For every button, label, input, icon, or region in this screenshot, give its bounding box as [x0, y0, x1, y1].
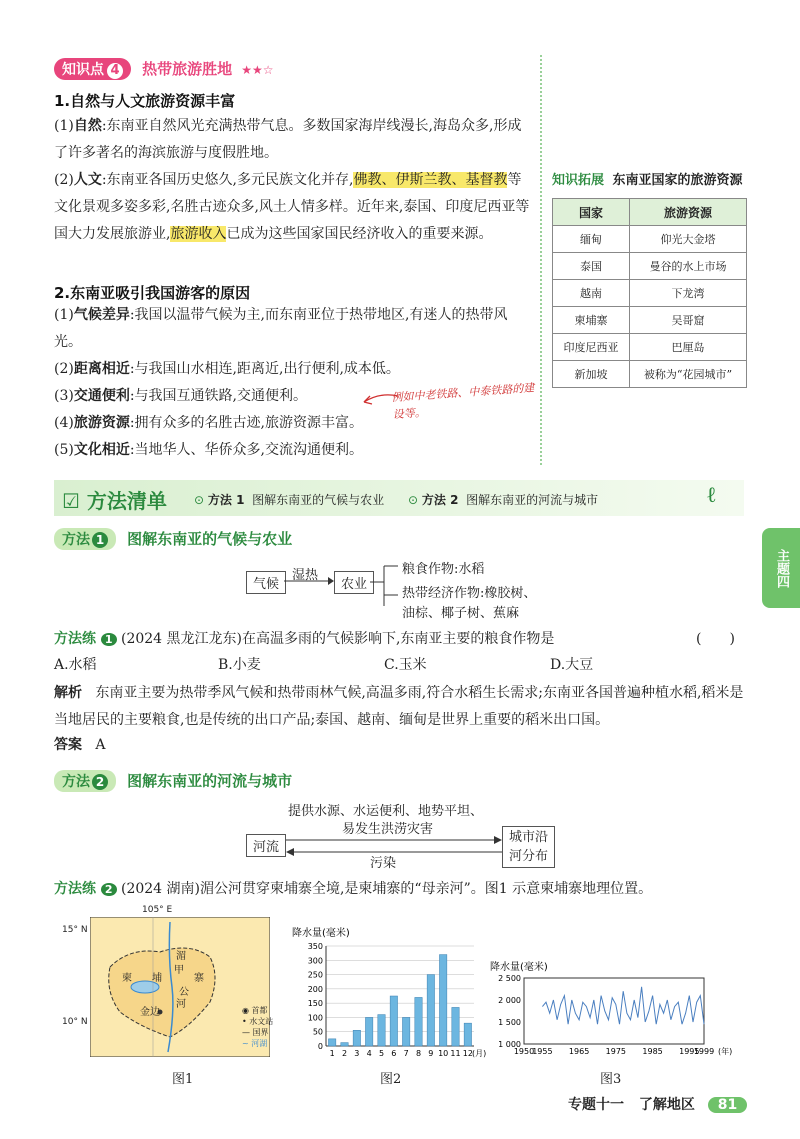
table-header-row — [553, 199, 747, 226]
y-tick-label: 2 000 — [498, 996, 521, 1005]
cash-crop-2: 油棕、椰子树、蕉麻 — [402, 606, 520, 621]
kp-title: 热带旅游胜地 — [142, 60, 233, 78]
longitude-label: 105° E — [142, 905, 173, 915]
bar — [452, 1007, 459, 1046]
y-tick-label: 100 — [307, 1013, 323, 1023]
map-label: 湄 — [176, 951, 186, 962]
tourism-table — [552, 198, 747, 388]
method1-badge: 方法 1 — [54, 528, 116, 550]
x-tick-label: 4 — [366, 1049, 372, 1058]
table-row: 新加坡 被称为“花园城市” — [553, 361, 747, 388]
s2-list — [54, 302, 532, 464]
bar — [427, 975, 434, 1046]
humid-hot-label: 湿热 — [292, 568, 319, 583]
section1-title: 1.自然与人文旅游资源丰富 — [54, 92, 236, 110]
plot-frame — [524, 978, 704, 1044]
x-tick-label: 1 — [329, 1049, 335, 1058]
figure1-map — [62, 905, 284, 1065]
methods-bar — [54, 480, 744, 516]
method1-title: 图解东南亚的气候与农业 — [127, 530, 293, 548]
table-header: 国家 — [553, 199, 630, 226]
side-tab-topic: 主题四 — [762, 528, 800, 608]
knowledge-point-header — [54, 58, 273, 80]
figure2-bar-chart — [290, 924, 490, 1062]
answer: 答案 A — [54, 737, 106, 753]
climate-box: 气候 — [246, 571, 286, 594]
table-row: 印度尼西亚 巴厘岛 — [553, 334, 747, 361]
s2-item: (4)旅游资源:拥有众多的名胜古迹,旅游资源丰富。 — [54, 415, 364, 431]
option-c: C.玉米 — [384, 657, 427, 673]
kp-badge: 知识点 4 — [54, 58, 131, 80]
grain-crop: 粮食作物:水稻 — [402, 562, 485, 577]
table-row: 越南 下龙湾 — [553, 280, 747, 307]
footer-topic: 专题十一 — [568, 1097, 624, 1113]
bar — [365, 1017, 372, 1046]
map-label: 公 — [179, 987, 189, 998]
bar — [439, 955, 446, 1046]
sidebox-label: 知识拓展 — [552, 173, 605, 188]
x-tick-label: 11 — [450, 1049, 461, 1058]
table-row: 泰国 曼谷的水上市场 — [553, 253, 747, 280]
methods-bar-item-2: ⊙ 方法 2 图解东南亚的河流与城市 — [408, 493, 599, 507]
x-axis-label: (月) — [472, 1049, 487, 1058]
x-tick-label: 1965 — [568, 1047, 590, 1056]
y-tick-label: 50 — [312, 1027, 323, 1037]
section2-title: 2.东南亚吸引我国游客的原因 — [54, 284, 251, 302]
bar — [402, 1017, 409, 1046]
bar — [464, 1023, 471, 1046]
bar — [328, 1039, 335, 1046]
x-tick-label: 1999 — [693, 1047, 715, 1056]
map-legend: ◉ 首都 • 水文站 — 国界 ~ 河湖 — [242, 1006, 274, 1048]
x-tick-label: 1975 — [605, 1047, 627, 1056]
y-tick-label: 300 — [307, 956, 323, 966]
lat10-label: 10° N — [62, 1017, 88, 1027]
x-tick-label: 3 — [354, 1049, 360, 1058]
branch-bracket — [370, 560, 400, 612]
exercise2-label: 方法练 2 — [54, 881, 117, 897]
figure3-line-chart — [490, 958, 766, 1062]
x-tick-label: 1995 — [679, 1047, 700, 1056]
footer-title: 了解地区 — [638, 1097, 695, 1113]
x-tick-label: 1985 — [642, 1047, 663, 1056]
city-box: 城市沿 河分布 — [502, 826, 555, 868]
method2-title: 图解东南亚的河流与城市 — [127, 772, 293, 790]
sidebox-heading — [552, 170, 752, 192]
sidebox-title: 东南亚国家的旅游资源 — [612, 173, 743, 188]
series-line — [542, 987, 704, 1024]
map-label: 柬 — [122, 973, 132, 984]
x-tick-label: 5 — [378, 1049, 385, 1058]
river-benefits-line2: 易发生洪涝灾害 — [342, 822, 434, 837]
pollution-label: 污染 — [370, 856, 397, 871]
s2-item: (5)文化相近:当地华人、华侨众多,交流沟通便利。 — [54, 442, 364, 458]
bar — [415, 997, 422, 1046]
y-tick-label: 1 500 — [498, 1018, 521, 1027]
exercise1: 方法练 1 (2024 黑龙江龙东)在高温多雨的气候影响下,东南亚主要的粮食作物是 — [54, 631, 555, 647]
x-tick-label: 7 — [403, 1049, 409, 1058]
sidebox — [552, 170, 752, 388]
y-tick-label: 1 000 — [498, 1040, 521, 1049]
exercise1-label: 方法练 1 — [54, 631, 117, 647]
option-b: B.小麦 — [218, 657, 261, 673]
s2-item: (3)交通便利:与我国互通铁路,交通便利。 — [54, 388, 308, 404]
x-tick-label: 2 — [341, 1049, 348, 1058]
table-row: 柬埔寨 吴哥窟 — [553, 307, 747, 334]
s1-item-nature: (1)自然:东南亚自然风光充满热带气息。多数国家海岸线漫长,海岛众多,形成了许多著名的海滨旅游与度假胜地。 — [54, 118, 522, 161]
river-box: 河流 — [246, 834, 286, 857]
method2-header — [54, 770, 292, 792]
y-tick-label: 150 — [307, 999, 323, 1009]
x-tick-label: 12 — [462, 1049, 473, 1058]
table-row: 缅甸 仰光大金塔 — [553, 226, 747, 253]
y-axis-label: 降水量(毫米) — [292, 928, 350, 939]
map-label: 寨 — [194, 973, 204, 984]
x-tick-label: 1955 — [532, 1047, 553, 1056]
highlight-tourism-income: 旅游收入 — [170, 226, 227, 242]
river-benefits-line1: 提供水源、水运便利、地势平坦、 — [288, 804, 484, 819]
x-tick-label: 6 — [391, 1049, 397, 1058]
y-tick-label: 250 — [307, 970, 323, 980]
sidebox-divider — [540, 55, 542, 465]
exercise2: 方法练 2 (2024 湖南)湄公河贯穿柬埔寨全境,是柬埔寨的“母亲河”。图1 示意柬埔寨地理位置。 — [54, 881, 653, 897]
s1-item-culture: (2)人文:东南亚各国历史悠久,多元民族文化并存,佛教、伊斯兰教、基督教等文化景观多姿多彩,名胜古迹众多,风土人情多样。近年来,泰国、印度尼西亚等国大力发展旅游业,旅游收入已成为这些国家国民经济收入的重要来源。 — [54, 172, 530, 242]
analysis: 解析 东南亚主要为热带季风气候和热带雨林气候,高温多雨,符合水稻生长需求;东南亚各国普遍种植水稻,稻米是当地居民的主要粮食,也是传统的出口产品;泰国、越南、缅甸是世界上重要的稻米出口国。 — [54, 685, 744, 728]
x-tick-label: 10 — [438, 1049, 449, 1058]
figure1-caption: 图1 — [172, 1072, 194, 1087]
option-d: D.大豆 — [550, 657, 594, 673]
methods-bar-item-1: ⊙ 方法 1 图解东南亚的气候与农业 — [194, 493, 385, 507]
method2-badge: 方法 2 — [54, 770, 116, 792]
x-tick-label: 1950 — [513, 1047, 535, 1056]
y-tick-label: 0 — [317, 1042, 323, 1051]
x-tick-label: 8 — [415, 1049, 422, 1058]
bar — [353, 1030, 360, 1046]
handwritten-arrow — [360, 390, 400, 410]
bar — [378, 1015, 385, 1046]
s2-item: (2)距离相近:与我国山水相连,距离近,出行便利,成本低。 — [54, 361, 400, 377]
methods-title: ☑ 方法清单 — [62, 489, 167, 513]
figure3-caption: 图3 — [600, 1072, 622, 1087]
x-tick-label: 9 — [428, 1049, 434, 1058]
figure2-caption: 图2 — [380, 1072, 402, 1087]
flow-arrow — [284, 574, 334, 588]
y-tick-label: 2 500 — [498, 974, 521, 983]
lat15-label: 15° N — [62, 925, 88, 935]
map-label: 河 — [176, 999, 186, 1010]
method1-header — [54, 528, 292, 550]
agriculture-box: 农业 — [334, 571, 374, 594]
map-label: 埔 — [152, 973, 162, 984]
swirl-icon: ℓ — [706, 483, 717, 508]
page-number: 81 — [708, 1097, 747, 1113]
option-a: A.水稻 — [54, 657, 97, 673]
footer — [568, 1094, 747, 1114]
map-label: 金边 — [140, 1007, 160, 1018]
table-header: 旅游资源 — [629, 199, 746, 226]
s2-item: (1)气候差异:我国以温带气候为主,而东南亚位于热带地区,有迷人的热带风光。 — [54, 307, 508, 350]
y-tick-label: 350 — [307, 942, 323, 951]
x-axis-label: (年) — [718, 1047, 733, 1056]
highlight-religions: 佛教、伊斯兰教、基督教 — [353, 172, 508, 188]
y-tick-label: 200 — [307, 984, 323, 994]
bar — [390, 996, 397, 1046]
handwritten-note: 例如中老铁路、中泰铁路的建设等。 — [391, 381, 535, 422]
cash-crop-1: 热带经济作物:橡胶树、 — [402, 586, 537, 601]
map-label: 甲 — [174, 965, 184, 976]
y-axis-label: 降水量(毫米) — [490, 962, 548, 973]
answer-bracket: ( ) — [696, 631, 735, 647]
star-rating: ★★☆ — [241, 63, 274, 77]
bar — [341, 1043, 348, 1046]
